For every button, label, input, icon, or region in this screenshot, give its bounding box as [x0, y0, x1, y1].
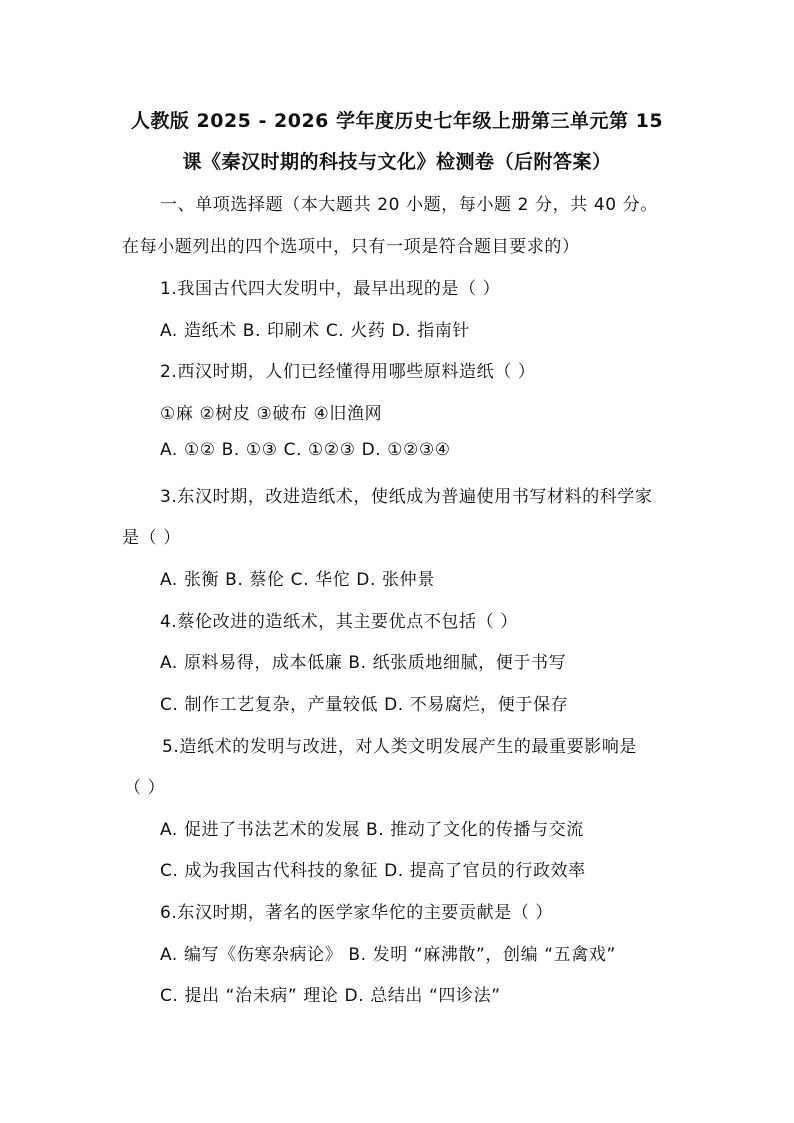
section-intro-line-1: 一、单项选择题（本大题共 20 小题，每小题 2 分，共 40 分。 — [160, 195, 658, 215]
document-title-line-1: 人教版 2025 - 2026 学年度历史七年级上册第三单元第 15 — [130, 110, 664, 132]
question-4-options-line-2: C. 制作工艺复杂，产量较低 D. 不易腐烂，便于保存 — [160, 695, 569, 715]
question-5-options-line-1: A. 促进了书法艺术的发展 B. 推动了文化的传播与交流 — [160, 820, 584, 840]
question-6-options-line-2: C. 提出 “治未病” 理论 D. 总结出 “四诊法” — [160, 986, 501, 1006]
question-2-options: A. ①② B. ①③ C. ①②③ D. ①②③④ — [160, 440, 451, 460]
question-5-stem-line-1: 5.造纸术的发明与改进，对人类文明发展产生的最重要影响是 — [162, 737, 638, 757]
question-3-options: A. 张衡 B. 蔡伦 C. 华佗 D. 张仲景 — [160, 570, 435, 590]
question-1-options: A. 造纸术 B. 印刷术 C. 火药 D. 指南针 — [160, 321, 470, 341]
question-5-options-line-2: C. 成为我国古代科技的象征 D. 提高了官员的行政效率 — [160, 861, 586, 881]
question-3-stem-line-1: 3.东汉时期，改进造纸术，使纸成为普遍使用书写材料的科学家 — [160, 487, 653, 507]
question-5-stem-line-2: （ ） — [124, 778, 166, 798]
question-2-items: ①麻 ②树皮 ③破布 ④旧渔网 — [160, 404, 383, 424]
question-4-options-line-1: A. 原料易得，成本低廉 B. 纸张质地细腻，便于书写 — [160, 653, 567, 673]
question-4-stem: 4.蔡伦改进的造纸术，其主要优点不包括（ ） — [160, 612, 518, 632]
question-6-stem: 6.东汉时期，著名的医学家华佗的主要贡献是（ ） — [160, 903, 554, 923]
question-2-stem: 2.西汉时期，人们已经懂得用哪些原料造纸（ ） — [160, 362, 536, 382]
question-6-options-line-1: A. 编写《伤寒杂病论》 B. 发明 “麻沸散”，创编 “五禽戏” — [160, 945, 616, 965]
question-3-stem-line-2: 是（ ） — [122, 528, 181, 548]
document-title-line-2: 课《秦汉时期的科技与文化》检测卷（后附答案） — [182, 151, 612, 173]
section-intro-line-2: 在每小题列出的四个选项中，只有一项是符合题目要求的） — [122, 237, 580, 257]
question-1-stem: 1.我国古代四大发明中，最早出现的是（ ） — [160, 279, 501, 299]
